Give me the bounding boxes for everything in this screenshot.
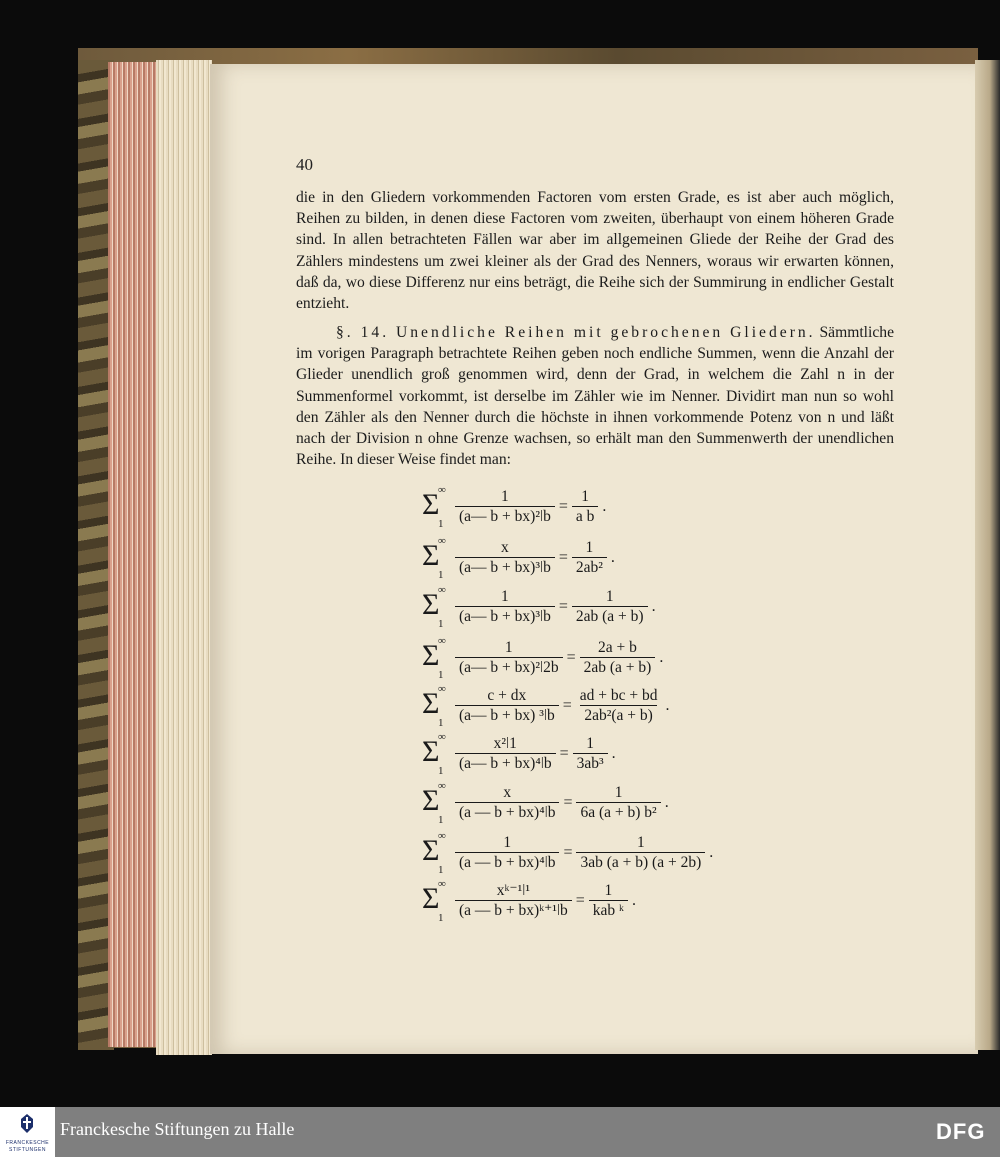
series-term-fraction: [455, 588, 555, 626]
term-numerator: 1: [501, 588, 509, 605]
sum-upper-limit: ∞: [438, 484, 446, 496]
term-denominator: (a— b + bx)²ǀb: [455, 506, 555, 526]
result-numerator: 1: [614, 784, 623, 801]
result-fraction: [589, 882, 628, 920]
result-denominator: 6a (a + b) b²: [576, 802, 660, 822]
end-period: .: [709, 844, 714, 861]
end-period: .: [665, 697, 670, 714]
equals-sign: =: [562, 697, 572, 714]
equals-sign: =: [558, 498, 568, 515]
sum-lower-limit: 1: [438, 569, 444, 581]
sum-sign: [422, 683, 452, 729]
result-numerator: 1: [581, 488, 589, 505]
result-denominator: 2ab (a + b): [572, 606, 648, 626]
sum-lower-limit: 1: [438, 814, 444, 826]
result-numerator: 1: [604, 882, 613, 899]
equals-sign: =: [563, 794, 573, 811]
term-denominator: (a— b + bx)⁴ǀb: [455, 753, 556, 773]
term-denominator: (a — b + bx)ᵏ⁺¹ǀb: [455, 900, 572, 920]
sum-lower-limit: 1: [438, 717, 444, 729]
logo-text-line-1: FRANCKESCHE: [5, 1140, 50, 1146]
term-denominator: (a— b + bx)²ǀ2b: [455, 657, 563, 677]
sigma-symbol: Σ: [422, 488, 440, 521]
result-numerator: ad + bc + bd: [579, 687, 658, 704]
sigma-symbol: Σ: [422, 834, 440, 867]
sum-upper-limit: ∞: [438, 830, 446, 842]
sum-upper-limit: ∞: [438, 584, 446, 596]
formula-row: [422, 780, 669, 826]
equals-sign: =: [566, 649, 576, 666]
page-edges-red: [108, 62, 156, 1047]
result-denominator: kab ᵏ: [589, 900, 628, 920]
sum-sign: [422, 830, 452, 876]
result-denominator: 3ab³: [573, 753, 608, 773]
end-period: .: [611, 745, 616, 762]
sum-lower-limit: 1: [438, 864, 444, 876]
result-fraction: [572, 588, 648, 626]
result-numerator: 1: [585, 539, 594, 556]
sigma-symbol: Σ: [422, 735, 440, 768]
term-denominator: (a — b + bx)⁴ǀb: [455, 802, 559, 822]
result-denominator: 2ab (a + b): [580, 657, 656, 677]
footer-bar: [0, 1107, 1000, 1157]
term-numerator: xᵏ⁻¹ǀ¹: [496, 882, 530, 899]
result-numerator: 2a + b: [598, 639, 637, 656]
series-term-fraction: [455, 687, 559, 725]
dfg-logo: DFG: [936, 1119, 986, 1144]
paragraph-1: die in den Gliedern vorkommenden Factoren vom ersten Grade, es ist aber auch möglich, Reihen zu bilden, in denen diese Factoren vom zweiten, überhaupt von einem höheren Grade sind. In allen betrachteten Fällen war aber im allgemeinen Gliede der Reihe der Grad des Zählers mindestens um zwei kleiner als der Grad des Nenners, woraus wir erwarten können, daß da, wo diese Differenz nur eins beträgt, die Reihe sich der Summirung in endlicher Gestalt entzieht.: [296, 189, 894, 313]
end-period: .: [602, 498, 607, 515]
term-numerator: x²ǀ1: [493, 735, 517, 752]
paragraph-2-text: Sämmtliche im vorigen Paragraph betrachtete Reihen geben noch endliche Summen, wenn die Anzahl der Glieder unendlich groß genommen wird, denn der Grad, in welchem die Zahl n in der Summenformel vorkommt, ist derselbe im Zähler wie im Nenner. Dividirt man nun so wohl den Zähler als den Nenner durch die höchste in ihnen vorkommende Potenz von n und läßt nach der Division n ohne Grenze wachsen, so erhält man den Summenwerth der unendlichen Reihe. In dieser Weise findet man:: [296, 324, 894, 469]
result-denominator: 3ab (a + b) (a + 2b): [576, 852, 705, 872]
francke-logo: [0, 1107, 55, 1157]
footer-title: Franckesche Stiftungen zu Halle: [60, 1119, 295, 1139]
term-numerator: 1: [501, 488, 509, 505]
sigma-symbol: Σ: [422, 784, 440, 817]
term-numerator: x: [503, 784, 512, 801]
sum-upper-limit: ∞: [438, 683, 446, 695]
end-period: .: [659, 649, 664, 666]
formula-row: [422, 635, 663, 681]
formula-row: [422, 584, 656, 630]
page-edges: [156, 60, 212, 1055]
series-term-fraction: [455, 784, 559, 822]
result-numerator: 1: [637, 834, 645, 851]
equals-sign: =: [575, 892, 585, 909]
francke-emblem-icon: [19, 1113, 35, 1135]
formula-row: [422, 830, 713, 876]
page-right-edge: [975, 60, 1000, 1050]
sum-upper-limit: ∞: [438, 535, 446, 547]
sigma-symbol: Σ: [422, 639, 440, 672]
series-term-fraction: [455, 639, 563, 677]
result-fraction: [572, 488, 599, 526]
sigma-symbol: Σ: [422, 882, 440, 915]
sigma-symbol: Σ: [422, 687, 440, 720]
sum-sign: [422, 780, 452, 826]
result-fraction: [580, 639, 656, 677]
result-denominator: 2ab²(a + b): [580, 705, 656, 725]
sum-upper-limit: ∞: [438, 731, 446, 743]
formula-row: [422, 731, 616, 777]
sum-lower-limit: 1: [438, 765, 444, 777]
sum-upper-limit: ∞: [438, 878, 446, 890]
sum-upper-limit: ∞: [438, 780, 446, 792]
sigma-symbol: Σ: [422, 539, 440, 572]
sigma-symbol: Σ: [422, 588, 440, 621]
sum-lower-limit: 1: [438, 618, 444, 630]
term-numerator: 1: [504, 639, 513, 656]
sum-sign: [422, 731, 452, 777]
end-period: .: [651, 598, 656, 615]
end-period: .: [664, 794, 669, 811]
formula-row: [422, 878, 636, 924]
result-denominator: 2ab²: [572, 557, 607, 577]
term-numerator: 1: [503, 834, 512, 851]
page-number: 40: [296, 155, 313, 174]
sum-sign: [422, 535, 452, 581]
equals-sign: =: [558, 598, 568, 615]
sum-sign: [422, 878, 452, 924]
formula-row: [422, 683, 669, 729]
result-numerator: 1: [605, 588, 614, 605]
result-fraction: [573, 735, 608, 773]
sum-lower-limit: 1: [438, 912, 444, 924]
equals-sign: =: [559, 745, 569, 762]
term-denominator: (a — b + bx)⁴ǀb: [455, 852, 559, 872]
series-term-fraction: [455, 834, 559, 872]
result-numerator: 1: [586, 735, 594, 752]
formula-row: [422, 484, 606, 530]
series-term-fraction: [455, 882, 572, 920]
sum-lower-limit: 1: [438, 518, 444, 530]
formula-row: [422, 535, 615, 581]
result-denominator: a b: [572, 506, 599, 526]
result-fraction: [576, 834, 705, 872]
sum-sign: [422, 584, 452, 630]
result-fraction: [576, 784, 660, 822]
term-denominator: (a— b + bx)³ǀb: [455, 557, 555, 577]
equals-sign: =: [563, 844, 573, 861]
end-period: .: [631, 892, 636, 909]
result-fraction: [576, 687, 662, 725]
logo-text-line-2: STIFTUNGEN: [9, 1147, 46, 1153]
series-term-fraction: [455, 735, 556, 773]
sum-lower-limit: 1: [438, 669, 444, 681]
sum-sign: [422, 635, 452, 681]
section-heading: §. 14. Unendliche Reihen mit gebrochenen Gliedern.: [336, 324, 816, 341]
sum-upper-limit: ∞: [438, 635, 446, 647]
series-term-fraction: [455, 539, 555, 577]
term-numerator: x: [501, 539, 509, 556]
term-denominator: (a— b + bx) ³ǀb: [455, 705, 559, 725]
term-denominator: (a— b + bx)³ǀb: [455, 606, 555, 626]
equals-sign: =: [558, 549, 568, 566]
paragraph-2: [296, 322, 894, 470]
series-term-fraction: [455, 488, 555, 526]
term-numerator: c + dx: [487, 687, 527, 704]
sum-sign: [422, 484, 452, 530]
result-fraction: [572, 539, 607, 577]
end-period: .: [610, 549, 615, 566]
